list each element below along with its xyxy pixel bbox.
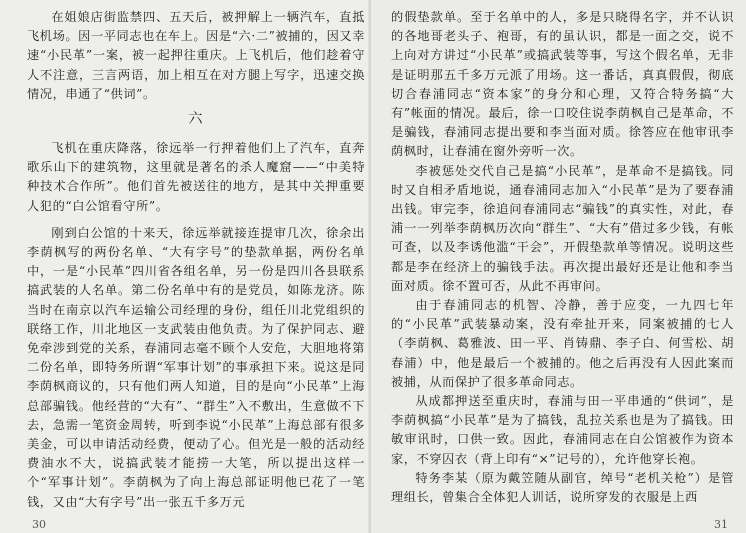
right-page bbox=[371, 0, 746, 533]
page-number-left: 30 bbox=[32, 518, 46, 531]
paragraph-gap bbox=[27, 216, 365, 224]
right-paragraph-4: 特务李某（原为戴笠随从副官，绰号“老机关枪”）是管理组长，曾集合全体犯人训话，说所穿发的衣服是上西 bbox=[391, 470, 734, 505]
page-number-right: 31 bbox=[714, 518, 728, 531]
chapter-heading: 六 bbox=[188, 111, 204, 128]
right-paragraph-2: 由于春浦同志的机智、冷静，善于应变，一九四七年的“小民革”武装暴动案，没有牵扯开来，同案被捕的七人（李荫枫、葛雅波、田一平、肖铸鼎、李子白、何雪松、胡春浦）中，他是最后一个被捕的。他之后再没有人因此案而被捕，从而保护了很多革命同志。 bbox=[391, 298, 734, 389]
left-paragraph-1: 在姐娘店街监禁四、五天后，被押解上一辆汽车，直抵飞机场。因一平同志也在车上。因是“六·二”被捕的，因又幸速“小民革”一案，被一起押往重庆。上飞机后，他们趁着守人不注意，三言两语，加上相互在对方腿上写字，迅速交换情况，串通了“供词”。 bbox=[27, 10, 365, 101]
right-paragraph-3: 从成都押送至重庆时，春浦与田一平串通的“供词”，是李荫枫搞“小民革”是为了搞钱，乱拉关系也是为了搞钱。田敏审讯时，口供一致。因此，春浦同志在白公馆被作为资本家，不穿囚衣（背上印有“×”记号的），允许他穿长袍。 bbox=[391, 394, 734, 466]
right-paragraph-continued: 的假垫款单。至于名单中的人，多是只晓得名字，并不认识的各地哥老头子、袍哥，有的虽认识，都是一面之交，说不上向对方讲过“小民革”或搞武装等事，写这个假名单，无非是证明那五千多万元派了用场。这一番话，真真假假，彻底切合春浦同志“资本家”的身分和心理，又符合特务搞“大有”帐面的情况。最后，徐一口咬住说李荫枫自己是革命，不是骗钱，春浦同志提出要和李当面对质。徐答应在他审讯李荫枫时，让春浦在窗外旁听一次。 bbox=[391, 10, 734, 159]
left-paragraph-3: 刚到白公馆的十来天，徐远举就接连提审几次，徐余出李荫枫写的两份名单、“大有字号”的垫款单据，两份名单中，一是“小民革”四川省各组名单，另一份是四川各县联系搞武装的人名单。第二份名单中有的是党员，如陈龙济。陈当时在南京以汽车运输公司经理的身份，组任川北党组织的联络工作，川北地区一支武装由他负责。为了保护同志、避免牵涉到党的关系，春浦同志毫不顾个人安危，大胆地将第二份名单，即特务所谓“军事计划”的事承担下来。说这是同李荫枫商议的，只有他们两人知道，目的是向“小民革”上海总部骗钱。他经营的“大有”、“群生”入不敷出，生意做不下去，急需一笔资金周转，听到李说“小民革”上海总部有很多美金，可以申请活动经费，便动了心。但光是一般的活动经费油水不大，说搞武装才能捞一大笔，所以提出这样一个“军事计划”。李荫枫为了向上海总部证明他已花了一笔钱，又由“大有字号”出一张五千多万元 bbox=[27, 225, 365, 509]
left-paragraph-2: 飞机在重庆降落，徐远举一行押着他们上了汽车，直奔歌乐山下的建筑物，这里就是著名的杀人魔窟——“中美特种技术合作所”。他们首先被送往的地方，是其中关押重要人犯的“白公馆看守所”。 bbox=[27, 141, 365, 213]
left-page bbox=[0, 0, 371, 533]
right-paragraph-1: 李被惩处交代自己是搞“小民革”，是革命不是搞钱。同时又自相矛盾地说，通春浦同志加入“小民革”是为了要春浦出钱。审完李，徐追问春浦同志“骗钱”的真实性，对此，春浦一一列举李荫枫历次向“群生”、“大有”借过多少钱，有帐可查，以及李诱他滥“干会”，开假垫款单等情况。说明这些都是李在经济上的骗钱手法。再次提出最好还是让他和李当面对质。徐不置可否，从此不再审问。 bbox=[391, 163, 734, 293]
